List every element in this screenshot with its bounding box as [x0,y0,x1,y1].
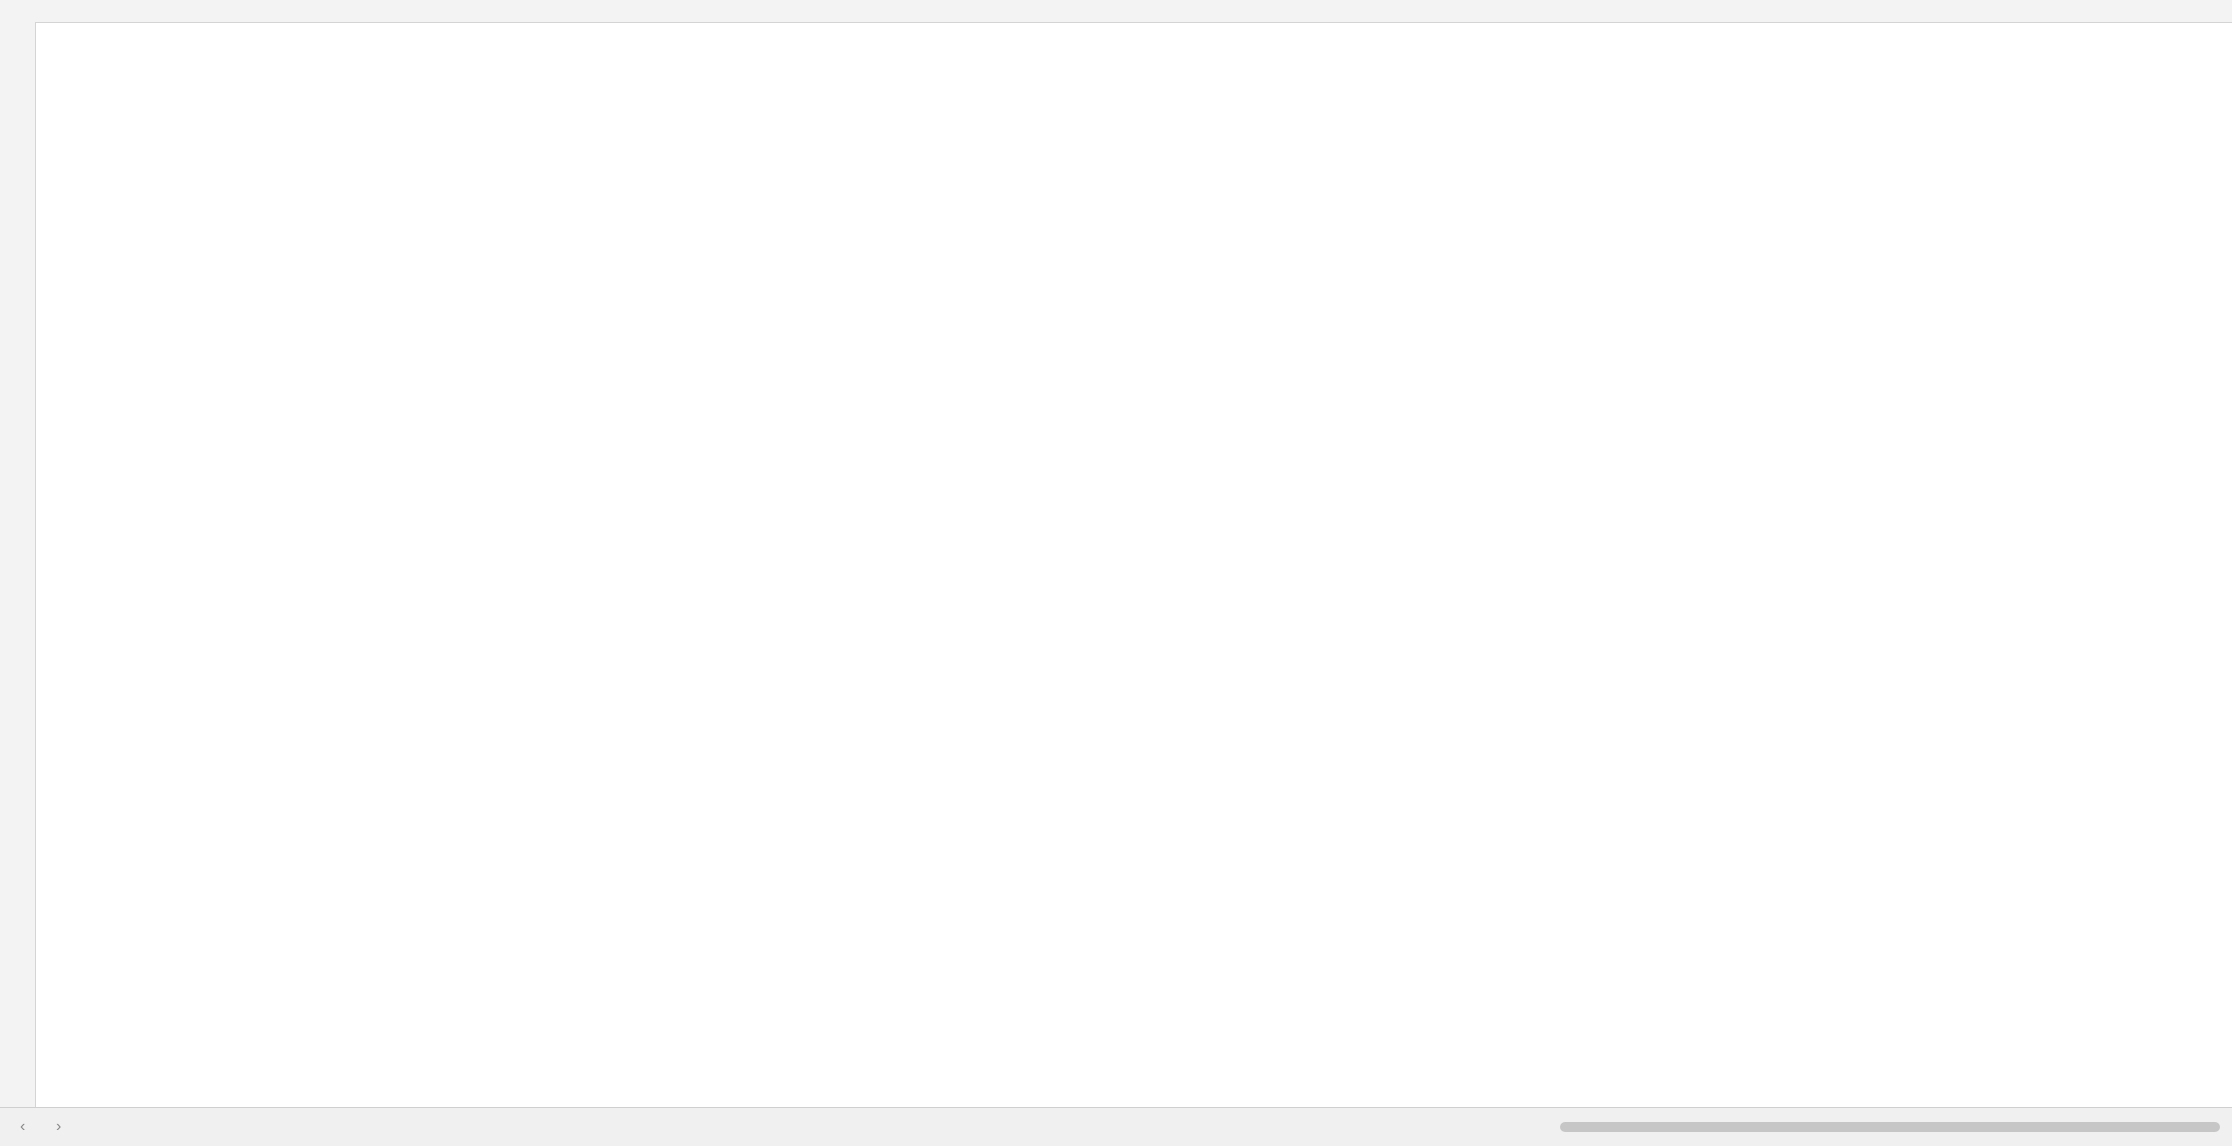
sheet-tab-bar [0,1107,2232,1146]
row-header-bar [0,22,36,1107]
prev-sheet-icon[interactable]: ‹ [20,1118,26,1135]
horizontal-scrollbar[interactable] [1560,1122,2220,1132]
next-sheet-icon[interactable]: › [56,1118,62,1135]
column-header-bar [0,0,2232,23]
spreadsheet-grid[interactable] [35,22,2232,1107]
